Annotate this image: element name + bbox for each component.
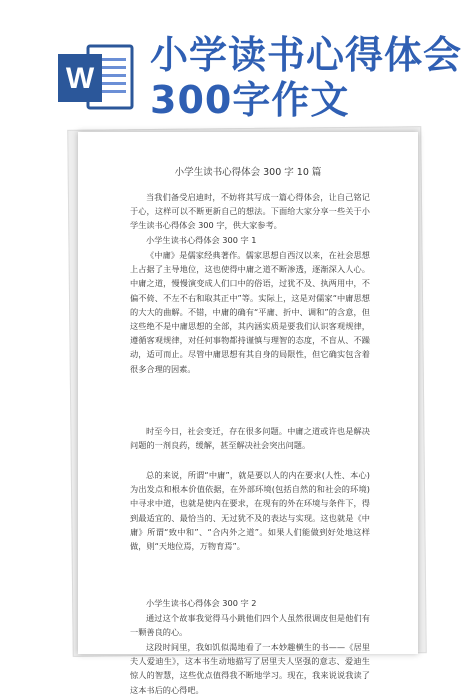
header-banner bbox=[0, 0, 474, 128]
intro-paragraph: 当我们备受启迪时，不妨将其写成一篇心得体会，让自己铭记于心，这样可以不断更新自己的想法。下面给大家分享一些关于小学生读书心得体会 300 字，供大家参考。 bbox=[130, 192, 370, 231]
section-2-title: 小学生读书心得体会 300 字 2 bbox=[146, 598, 257, 608]
document-title: 小学生读书心得体会 300 字 10 篇 bbox=[174, 167, 322, 178]
section-1-paragraph-1: 《中庸》是儒家经典著作。儒家思想自西汉以来，在社会思想上占据了主导地位，这也使得中庸之道不断渗透，逐渐深入人心。中庸之道，慢慢演变成人们口中的俗语，过犹不及、执两用中，不偏不倚、不左不右和取其正中”等。实际上，这是对儒家“中庸思想的大大的曲解。不错，中庸的确有“平庸、折中、调和”的含意，但这些绝不是中庸思想的全部，其内涵实质是要我们认识客观规律，遵循客观规律，对任何事物都持谨慎与理智的态度，不盲从、不躁动，适可而止。尽管中庸思想有其自身的局限性，但它确实包含着很多合理的因素。 bbox=[130, 250, 370, 374]
word-icon-letter: W bbox=[65, 62, 95, 95]
section-1-paragraph-2: 时至今日，社会变迁，存在很多问题。中庸之道或许也是解决问题的一剂良药，缓解，甚至解决社会突出问题。 bbox=[130, 426, 370, 451]
section-2-paragraph-1: 通过这个故事我觉得马小跳他们四个人虽然很调皮但是他们有一颗善良的心。 bbox=[130, 613, 370, 638]
section-2-paragraph-2: 这段时间里，我如饥似渴地看了一本妙趣横生的书——《居里夫人爱迪生》，这本书生动地描写了居里夫人坚强的意志、爱迪生惊人的智慧，这些优点值得我不断地学习。现在，我来说说我读了这本书后的心得吧。 bbox=[130, 642, 370, 695]
banner-title-line-2: 300字作文 bbox=[150, 78, 350, 122]
section-1-paragraph-3: 总的来说，所谓“中庸”，就是要以人的内在要求(人性、本心)为出发点和根本价值依据，在外部环境(包括自然的和社会的环境)中寻求中道，也就是使内在要求，在现有的外在环境与条件下，得到最适宜的、最恰当的、无过犹不及的表达与实现。这也就是《中庸》所谓“致中和”、“合内外之道”。如果人们能做到好处地这样做，则“天地位焉，万物育焉”。 bbox=[130, 470, 370, 552]
section-1-title: 小学生读书心得体会 300 字 1 bbox=[146, 235, 257, 245]
document-page bbox=[78, 132, 418, 695]
banner-title-line-1: 小学读书心得体会 bbox=[150, 33, 463, 77]
word-document-icon bbox=[58, 40, 136, 114]
